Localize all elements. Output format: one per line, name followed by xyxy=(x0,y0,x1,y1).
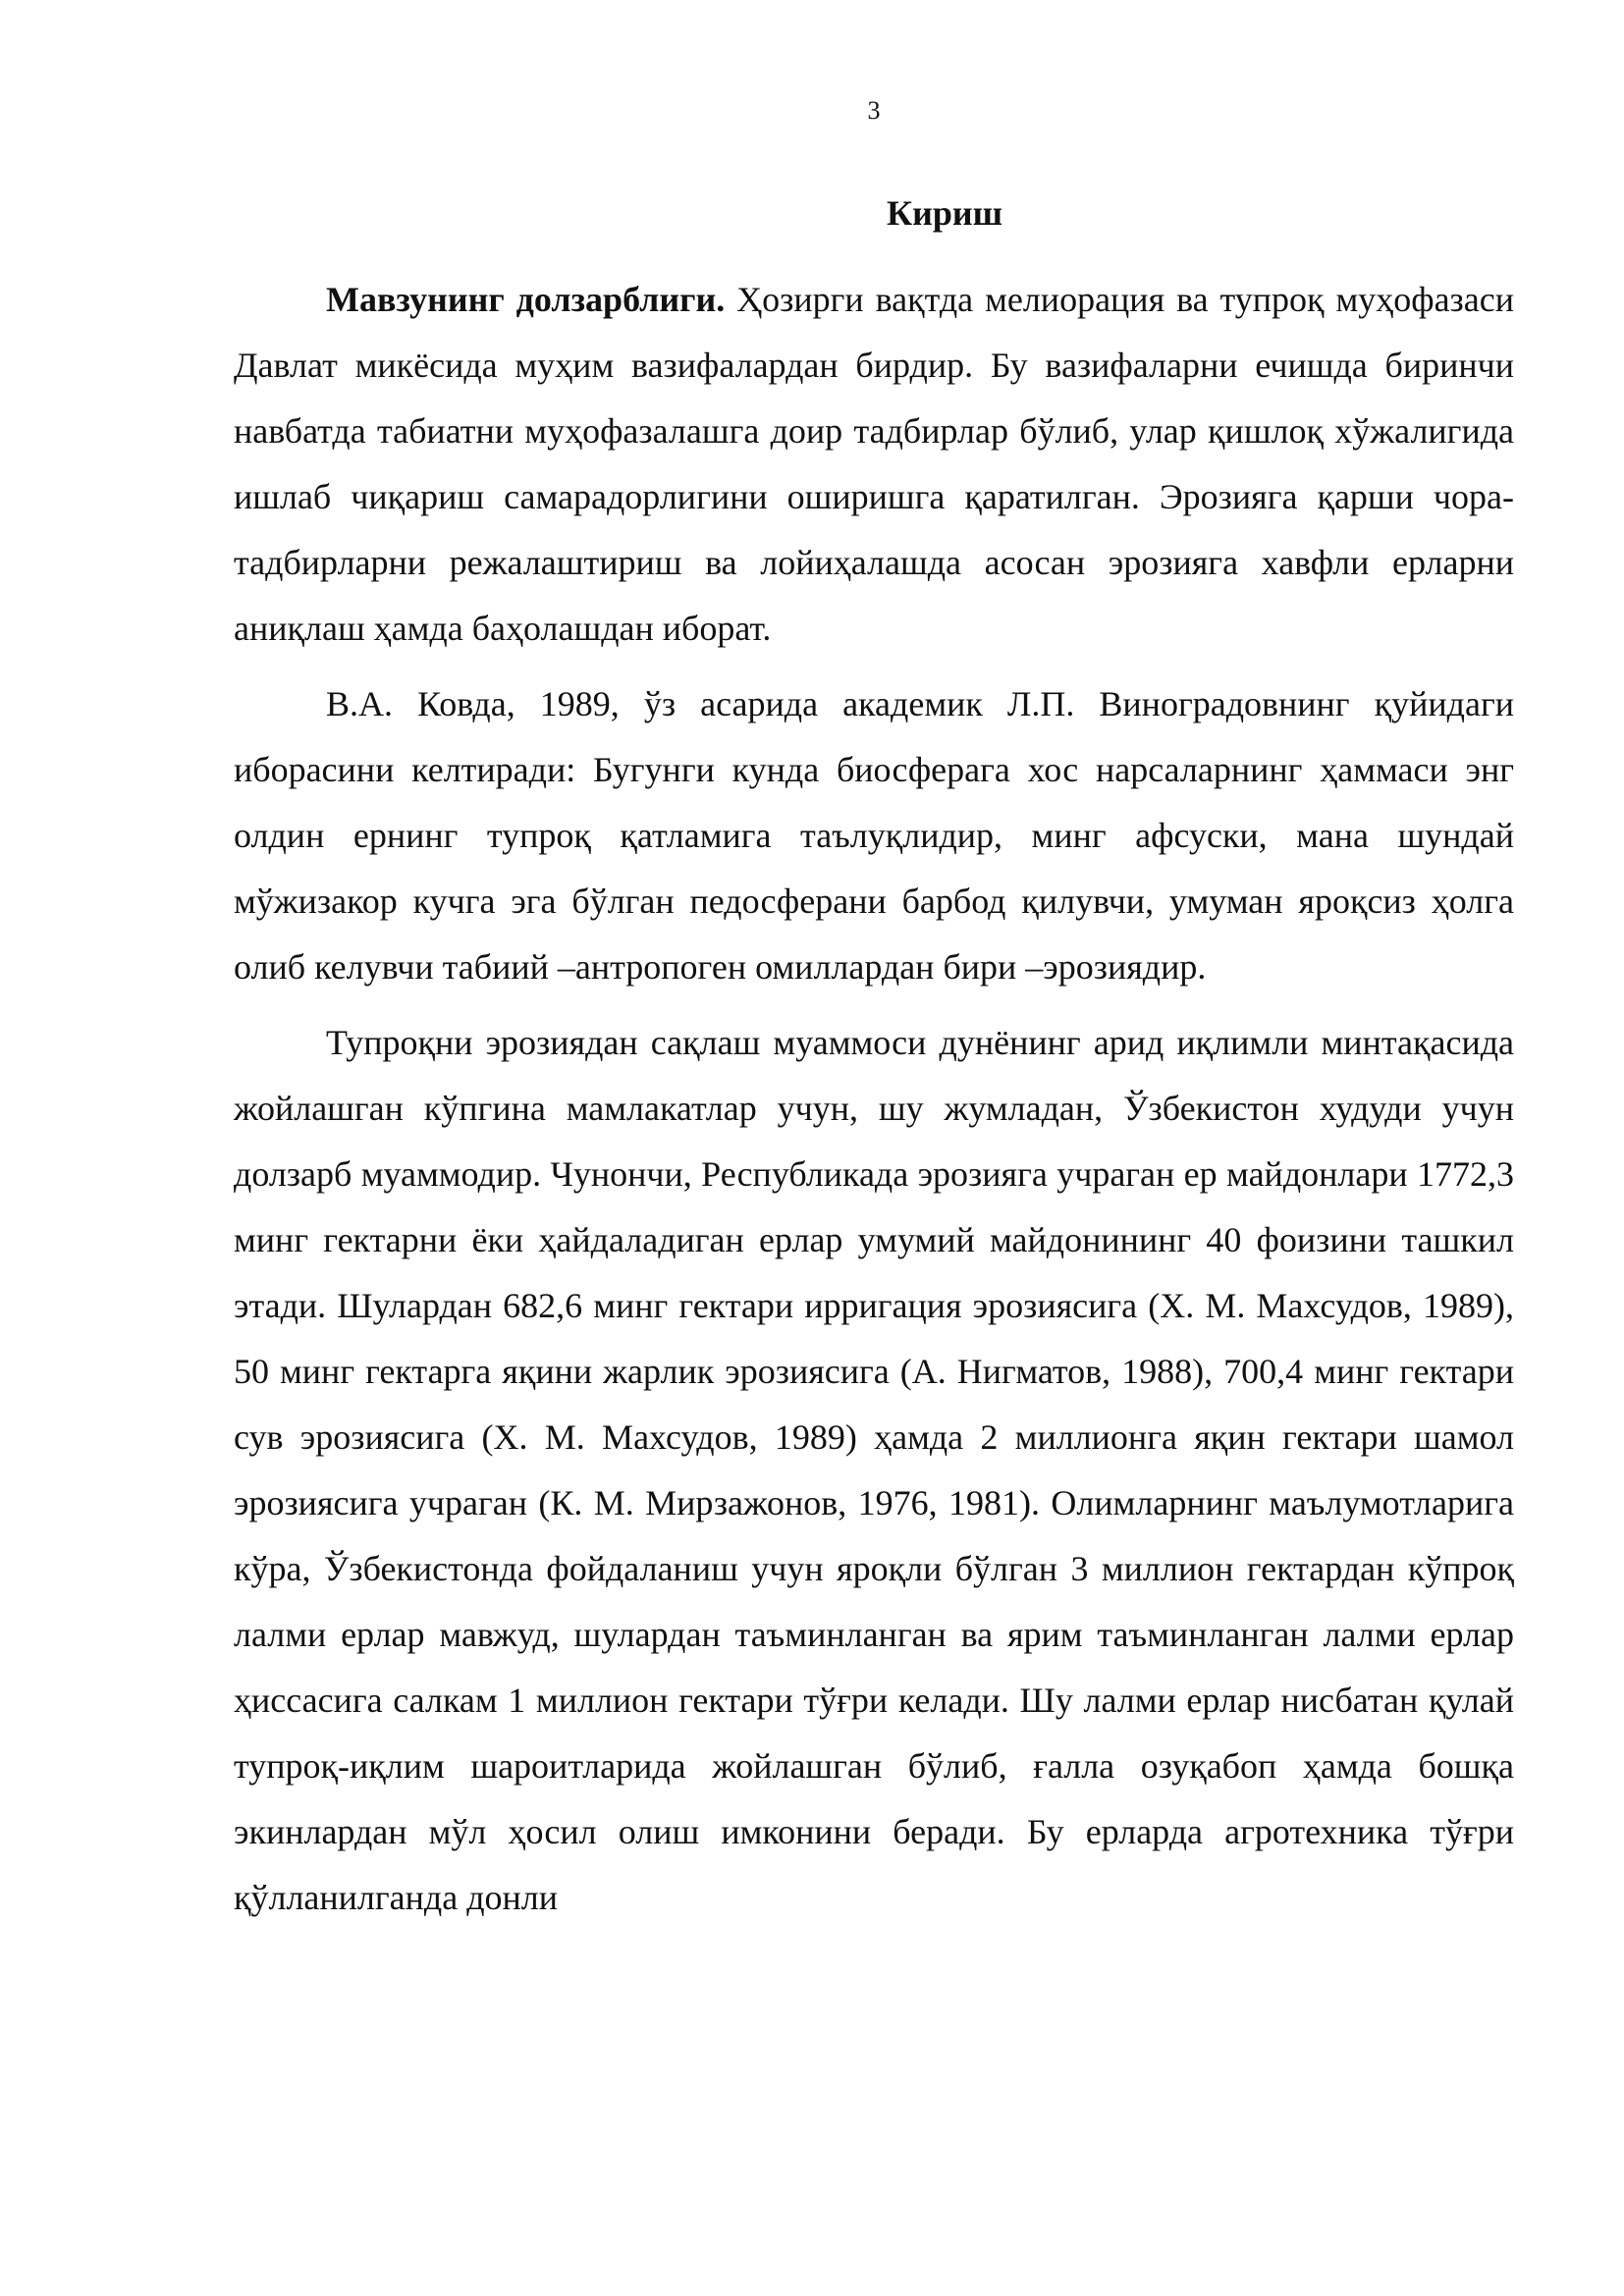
page-number: 3 xyxy=(867,96,881,125)
paragraph-relevance xyxy=(234,267,1514,662)
paragraph-erosion: Тупроқни эрозиядан сақлаш муаммоси дунёнинг арид иқлимли минтақасида жойлашган кўпгина мамлакатлар учун, шу жумладан, Ўзбекистон худуди учун долзарб муаммодир. Чунончи, Республикада эрозияга учраган ер майдонлари 1772,3 минг гектарни ёки ҳайдаладиган ерлар умумий майдонининг 40 фоизини ташкил этади. Шулардан 682,6 минг гектари ирригация эрозиясига (Х. М. Махсудов, 1989), 50 минг гектарга яқини жарлик эрозиясига (А. Нигматов, 1988), 700,4 минг гектари сув эрозиясига (Х. М. Махсудов, 1989) ҳамда 2 миллионга яқин гектари шамол эрозиясига учраган (К. М. Мирзажонов, 1976, 1981). Олимларнинг маълумотларига кўра, Ўзбекистонда фойдаланиш учун яроқли бўлган 3 миллион гектардан кўпроқ лалми ерлар мавжуд, шулардан таъминланган ва ярим таъминланган лалми ерлар ҳиссасига салкам 1 миллион гектари тўғри келади. Шу лалми ерлар нисбатан қулай тупроқ-иқлим шароитларида жойлашган бўлиб, ғалла озуқабоп ҳамда бошқа экинлардан мўл ҳосил олиш имконини беради. Бу ерларда агротехника тўғри қўлланилганда донли xyxy=(234,1023,1514,1917)
paragraph-kovda: В.А. Ковда, 1989, ўз асарида академик Л.П. Виноградовнинг қуйидаги иборасини келтиради: Бугунги кунда биосферага хос нарсаларнинг ҳаммаси энг олдин ернинг тупроқ қатламига таълуқлидир, минг афсуски, мана шундай мўжизакор кучга эга бўлган педосферани барбод қилувчи, умуман яроқсиз ҳолга олиб келувчи табиий –антропоген омиллардан бири –эрозиядир. xyxy=(234,684,1514,987)
section-title: Кириш xyxy=(886,193,1002,233)
paragraph-text: Ҳозирги вақтда мелиорация ва тупроқ муҳофазаси Давлат микёсида муҳим вазифалардан бирдир. Бу вазифаларни ечишда биринчи навбатда табиатни муҳофазалашга доир тадбирлар бўлиб, улар қишлоқ хўжалигида ишлаб чиқариш самарадорлигини оширишга қаратилган. Эрозияга қарши чора-тадбирларни режалаштириш ва лойиҳалашда асосан эрозияга хавфли ерларни аниқлаш ҳамда баҳолашдан иборат. xyxy=(234,280,1514,648)
paragraph-lead: Мавзунинг долзарблиги. xyxy=(326,280,726,319)
body-text xyxy=(234,267,1514,1931)
